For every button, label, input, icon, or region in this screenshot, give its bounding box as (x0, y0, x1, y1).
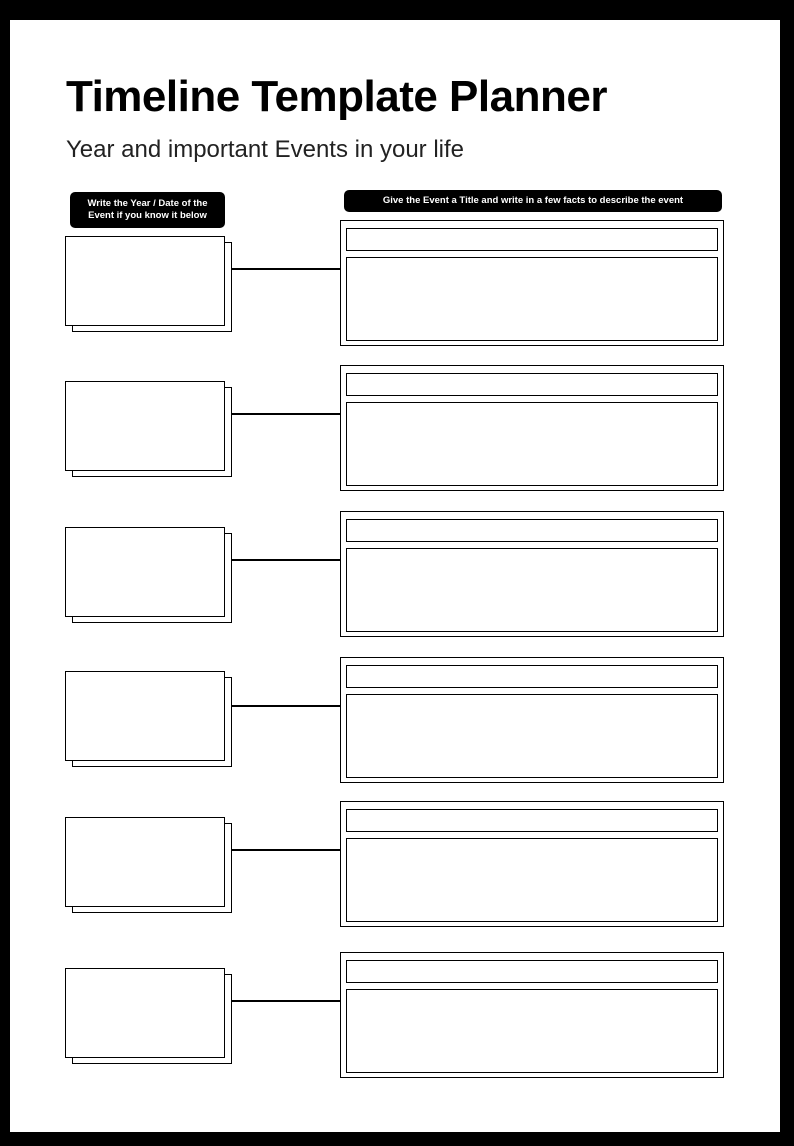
event-card (340, 511, 724, 637)
event-instruction-label: Give the Event a Title and write in a few facts to describe the event (344, 190, 722, 212)
date-box[interactable] (65, 968, 225, 1058)
event-facts-field[interactable] (346, 838, 718, 922)
date-box[interactable] (65, 817, 225, 907)
event-facts-field[interactable] (346, 402, 718, 486)
timeline-connector (232, 705, 342, 707)
event-card (340, 220, 724, 346)
event-title-field[interactable] (346, 960, 718, 983)
event-card (340, 657, 724, 783)
event-card (340, 952, 724, 1078)
timeline-connector (232, 268, 342, 270)
event-facts-field[interactable] (346, 694, 718, 778)
timeline-connector (232, 849, 342, 851)
event-title-field[interactable] (346, 373, 718, 396)
worksheet-page (10, 20, 780, 1132)
event-title-field[interactable] (346, 519, 718, 542)
page-subtitle: Year and important Events in your life (66, 136, 465, 163)
event-title-field[interactable] (346, 809, 718, 832)
event-card (340, 365, 724, 491)
timeline-connector (232, 559, 342, 561)
event-facts-field[interactable] (346, 989, 718, 1073)
event-facts-field[interactable] (346, 548, 718, 632)
date-instruction-label: Write the Year / Date of the Event if you know it below (70, 192, 225, 228)
date-box[interactable] (65, 381, 225, 471)
page-title: Timeline Template Planner (66, 72, 607, 121)
event-facts-field[interactable] (346, 257, 718, 341)
event-title-field[interactable] (346, 228, 718, 251)
date-box[interactable] (65, 671, 225, 761)
date-box[interactable] (65, 527, 225, 617)
date-box[interactable] (65, 236, 225, 326)
timeline-connector (232, 413, 342, 415)
event-title-field[interactable] (346, 665, 718, 688)
event-card (340, 801, 724, 927)
timeline-connector (232, 1000, 342, 1002)
